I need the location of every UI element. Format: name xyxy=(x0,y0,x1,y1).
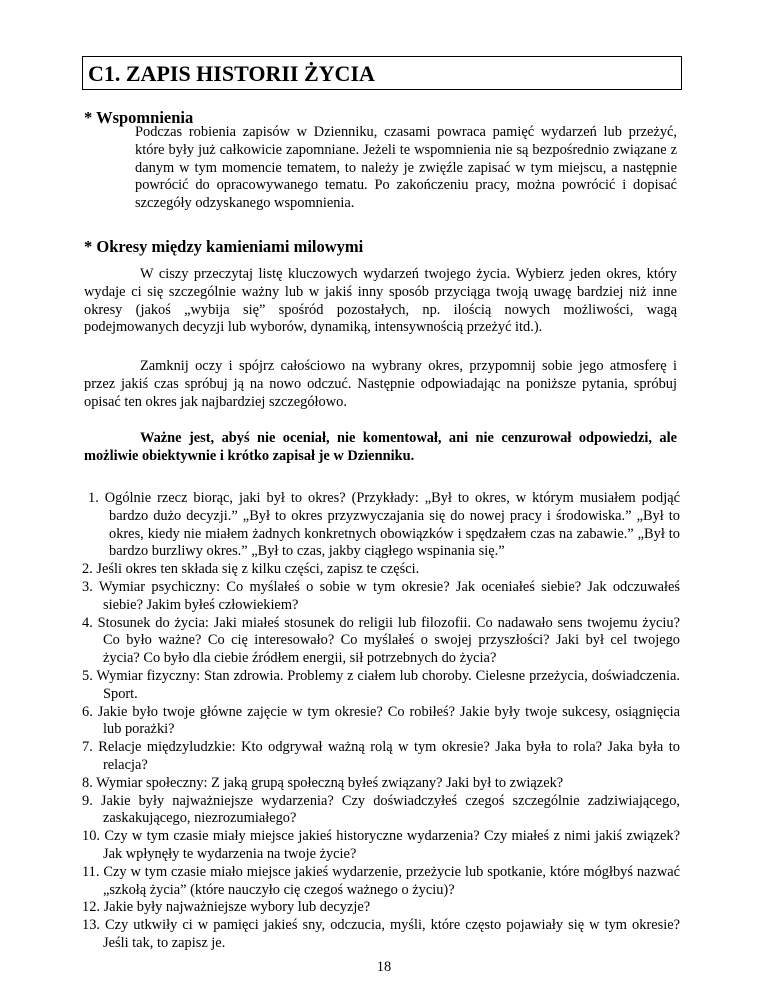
list-item: 6. Jakie było twoje główne zajęcie w tym okresie? Co robiłeś? Jakie były twoje sukcesy, osiągnięcia lub porażki? xyxy=(82,703,680,738)
section-heading-okresy: * Okresy między kamieniami milowymi xyxy=(84,237,364,256)
list-item: 10. Czy w tym czasie miały miejsce jakieś historyczne wydarzenia? Czy miałeś z nimi jakiś związek? Jak wpłynęły te wydarzenia na twoje życie? xyxy=(82,828,680,862)
list-item: 1. Ogólnie rzecz biorąc, jaki był to okres? (Przykłady: „Był to okres, w którym musiałem podjąć bardzo dużo decyzji.” „Był to okres przyzwyczajania się do nowej pracy i środowiska.” „Był to okres, kiedy nie miałem żadnych konkretnych obowiązków i spędzałem czas na zabawie.” „Był to bardzo burzliwy okres.” „Był to czas, jakby ciągłego wspinania się.” xyxy=(88,490,680,560)
list-item: 7. Relacje międzyludzkie: Kto odgrywał ważną rolą w tym okresie? Jaka była to rola? Jaka była to relacja? xyxy=(82,739,680,773)
page-number: 18 xyxy=(376,959,392,975)
okresy-paragraph-1: W ciszy przeczytaj listę kluczowych wydarzeń twojego życia. Wybierz jeden okres, który wydaje ci się szczególnie ważny lub w jakiś inny sposób przyciąga twoją uwagę bardziej niż inne okresy (jakoś „wybija się” spośród pozostałych, np. ilością nowych możliwości, wagą podejmowanych decyzji lub wyborów, dynamiką, intensywnością przeżyć itd.). xyxy=(84,266,677,336)
list-item: 9. Jakie były najważniejsze wydarzenia? Czy doświadczyłeś czegoś szczególnie zadziwiającego, zaskakującego, niezrozumiałego? xyxy=(82,792,680,827)
list-item: 8. Wymiar społeczny: Z jaką grupą społeczną byłeś związany? Jaki był to związek? xyxy=(82,774,564,791)
okresy-paragraph-2: Zamknij oczy i spójrz całościowo na wybrany okres, przypomnij sobie jego atmosferę i przez jakiś czas spróbuj ją na nowo odczuć. Następnie odpowiadając na poniższe pytania, spróbuj opisać ten okres jak najbardziej szczegółowo. xyxy=(84,358,677,410)
wspomnienia-paragraph: Podczas robienia zapisów w Dzienniku, czasami powraca pamięć wydarzeń lub przeżyć, które były już całkowicie zapomniane. Jeżeli te wspomnienia nie są bezpośrednio związane z danym w tym momencie tematem, to należy je zwięźle zapisać w tym miejscu, a następnie powrócić do opracowywanego tematu. Po zakończeniu pracy, można powrócić i dopisać szczegóły odzyskanego wspomnienia. xyxy=(135,124,677,212)
list-item: 12. Jakie były najważniejsze wybory lub decyzje? xyxy=(82,899,371,916)
list-item: 13. Czy utkwiły ci w pamięci jakieś sny, odczucia, myśli, które często pojawiały się w tym okresie? Jeśli tak, to zapisz je. xyxy=(82,917,680,951)
page-title: C1. ZAPIS HISTORII ŻYCIA xyxy=(88,61,375,86)
list-item: 4. Stosunek do życia: Jaki miałeś stosunek do religii lub filozofii. Co nadawało sens twojemu życiu? Co było ważne? Co cię interesowało? Co myślałeś o swojej przyszłości? Jaki był cel twojego życia? Co było dla ciebie źródłem energii, sił potrzebnych do życia? xyxy=(82,614,680,667)
section-heading-wspomnienia: * Wspomnienia xyxy=(84,108,194,127)
list-item: 3. Wymiar psychiczny: Co myślałeś o sobie w tym okresie? Jak oceniałeś siebie? Jak odczuwałeś siebie? Jakim byłeś człowiekiem? xyxy=(82,578,680,613)
title-box xyxy=(82,56,682,90)
list-item: 5. Wymiar fizyczny: Stan zdrowia. Problemy z ciałem lub choroby. Cielesne przeżycia, doświadczenia. Sport. xyxy=(82,667,680,702)
okresy-paragraph-important: Ważne jest, abyś nie oceniał, nie komentował, ani nie cenzurował odpowiedzi, ale możliwie obiektywnie i krótko zapisał je w Dzienniku. xyxy=(84,430,677,464)
list-item: 11. Czy w tym czasie miało miejsce jakieś wydarzenie, przeżycie lub spotkanie, które mógłbyś nazwać „szkołą życia” (które nauczyło cię czegoś ważnego o życiu)? xyxy=(82,863,680,898)
list-item: 2. Jeśli okres ten składa się z kilku części, zapisz te części. xyxy=(82,561,420,578)
question-list xyxy=(82,490,680,953)
